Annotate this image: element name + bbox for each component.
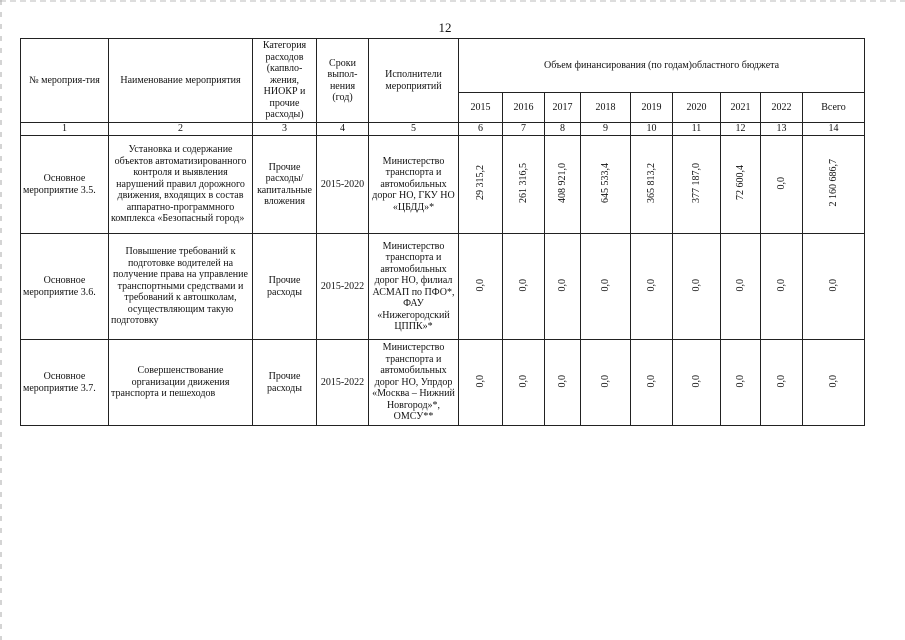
value-cell	[581, 136, 631, 234]
column-number: 7	[503, 123, 545, 136]
value-2016: 0,0	[517, 278, 529, 291]
value-cell	[503, 136, 545, 234]
value-2017: 0,0	[556, 374, 568, 387]
value-cell	[803, 234, 865, 340]
activity-executors: Министерство транспорта и автомобильных дорог НО, ГКУ НО «ЦБДД»*	[369, 136, 459, 234]
value-cell	[631, 340, 673, 426]
column-number: 6	[459, 123, 503, 136]
value-2022: 0,0	[775, 176, 787, 189]
activity-id: Основное мероприятие 3.6.	[21, 234, 109, 340]
value-2016: 261 316,5	[517, 162, 529, 203]
table-row	[21, 136, 865, 234]
value-cell	[545, 234, 581, 340]
column-number: 8	[545, 123, 581, 136]
activity-category: Прочие расходы	[253, 340, 317, 426]
value-total: 0,0	[827, 278, 839, 291]
value-2020: 377 187,0	[690, 162, 702, 203]
value-cell	[459, 340, 503, 426]
activity-name: Совершенствование организации движения транспорта и пешеходов	[109, 340, 253, 426]
scan-edge-top	[0, 0, 905, 2]
value-2020: 0,0	[690, 278, 702, 291]
table-row	[21, 340, 865, 426]
header-name: Наименование мероприятия	[109, 39, 253, 123]
value-cell	[631, 234, 673, 340]
column-number: 11	[673, 123, 721, 136]
value-cell	[459, 136, 503, 234]
value-2021: 0,0	[734, 374, 746, 387]
activity-id: Основное мероприятие 3.7.	[21, 340, 109, 426]
column-number: 10	[631, 123, 673, 136]
column-number: 14	[803, 123, 865, 136]
value-cell	[803, 136, 865, 234]
value-2016: 0,0	[517, 374, 529, 387]
value-cell	[503, 340, 545, 426]
activity-name: Повышение требований к подготовке водителей на получение права на управление транспортными средствами и требований к автошколам, осуществляющим такую подготовку	[109, 234, 253, 340]
value-2015: 0,0	[474, 374, 486, 387]
column-number: 3	[253, 123, 317, 136]
header-year: 2022	[761, 93, 803, 123]
value-cell	[761, 340, 803, 426]
value-2022: 0,0	[775, 278, 787, 291]
activity-executors: Министерство транспорта и автомобильных дорог НО, филиал АСМАП по ПФО*, ФАУ «Нижегородский ЦППК»*	[369, 234, 459, 340]
value-2015: 29 315,2	[474, 165, 486, 201]
header-year: 2020	[673, 93, 721, 123]
value-cell	[673, 136, 721, 234]
value-cell	[581, 234, 631, 340]
header-year: 2018	[581, 93, 631, 123]
value-2020: 0,0	[690, 374, 702, 387]
table-row	[21, 234, 865, 340]
value-2015: 0,0	[474, 278, 486, 291]
header-year: 2017	[545, 93, 581, 123]
column-number: 5	[369, 123, 459, 136]
page-number: 12	[438, 20, 452, 35]
value-2018: 0,0	[599, 278, 611, 291]
value-cell	[673, 340, 721, 426]
header-year: 2015	[459, 93, 503, 123]
header-financing: Объем финансирования (по годам)областного бюджета	[459, 39, 865, 93]
activity-period: 2015-2022	[317, 234, 369, 340]
activity-name: Установка и содержание объектов автоматизированного контроля и выявления нарушений правил дорожного движения, входящих в состав аппаратно-программного комплекса «Безопасный город»	[109, 136, 253, 234]
value-2018: 0,0	[599, 374, 611, 387]
activity-id: Основное мероприятие 3.5.	[21, 136, 109, 234]
value-cell	[581, 340, 631, 426]
value-cell	[761, 234, 803, 340]
value-cell	[721, 234, 761, 340]
value-2021: 0,0	[734, 278, 746, 291]
header-row	[21, 39, 865, 93]
header-year: 2016	[503, 93, 545, 123]
activity-period: 2015-2020	[317, 136, 369, 234]
value-2017: 0,0	[556, 278, 568, 291]
header-year: 2019	[631, 93, 673, 123]
header-executors: Исполнители мероприятий	[369, 39, 459, 123]
column-number: 9	[581, 123, 631, 136]
value-cell	[673, 234, 721, 340]
column-number: 12	[721, 123, 761, 136]
value-2018: 645 533,4	[599, 162, 611, 203]
value-cell	[721, 136, 761, 234]
value-cell	[503, 234, 545, 340]
activity-executors: Министерство транспорта и автомобильных дорог НО, Упрдор «Москва – Нижний Новгород»*, ОМСУ**	[369, 340, 459, 426]
header-category: Категория расходов (капвло-жения, НИОКР и прочие расходы)	[253, 39, 317, 123]
column-number: 2	[109, 123, 253, 136]
value-cell	[761, 136, 803, 234]
value-cell	[803, 340, 865, 426]
column-number: 4	[317, 123, 369, 136]
value-cell	[631, 136, 673, 234]
financing-table	[20, 38, 865, 426]
header-total: Всего	[803, 93, 865, 123]
value-2019: 0,0	[645, 278, 657, 291]
value-cell	[721, 340, 761, 426]
value-2021: 72 600,4	[734, 165, 746, 201]
value-2019: 365 813,2	[645, 162, 657, 203]
activity-category: Прочие расходы	[253, 234, 317, 340]
header-year: 2021	[721, 93, 761, 123]
value-cell	[545, 136, 581, 234]
value-total: 0,0	[827, 374, 839, 387]
activity-category: Прочие расходы/капитальные вложения	[253, 136, 317, 234]
value-2019: 0,0	[645, 374, 657, 387]
header-period: Сроки выпол-нения (год)	[317, 39, 369, 123]
column-number: 13	[761, 123, 803, 136]
value-cell	[459, 234, 503, 340]
column-number: 1	[21, 123, 109, 136]
value-cell	[545, 340, 581, 426]
column-number-row	[21, 123, 865, 136]
value-2017: 408 921,0	[556, 162, 568, 203]
scan-edge-left	[0, 0, 2, 640]
value-total: 2 160 686,7	[827, 159, 839, 207]
header-number: № мероприя-тия	[21, 39, 109, 123]
value-2022: 0,0	[775, 374, 787, 387]
activity-period: 2015-2022	[317, 340, 369, 426]
